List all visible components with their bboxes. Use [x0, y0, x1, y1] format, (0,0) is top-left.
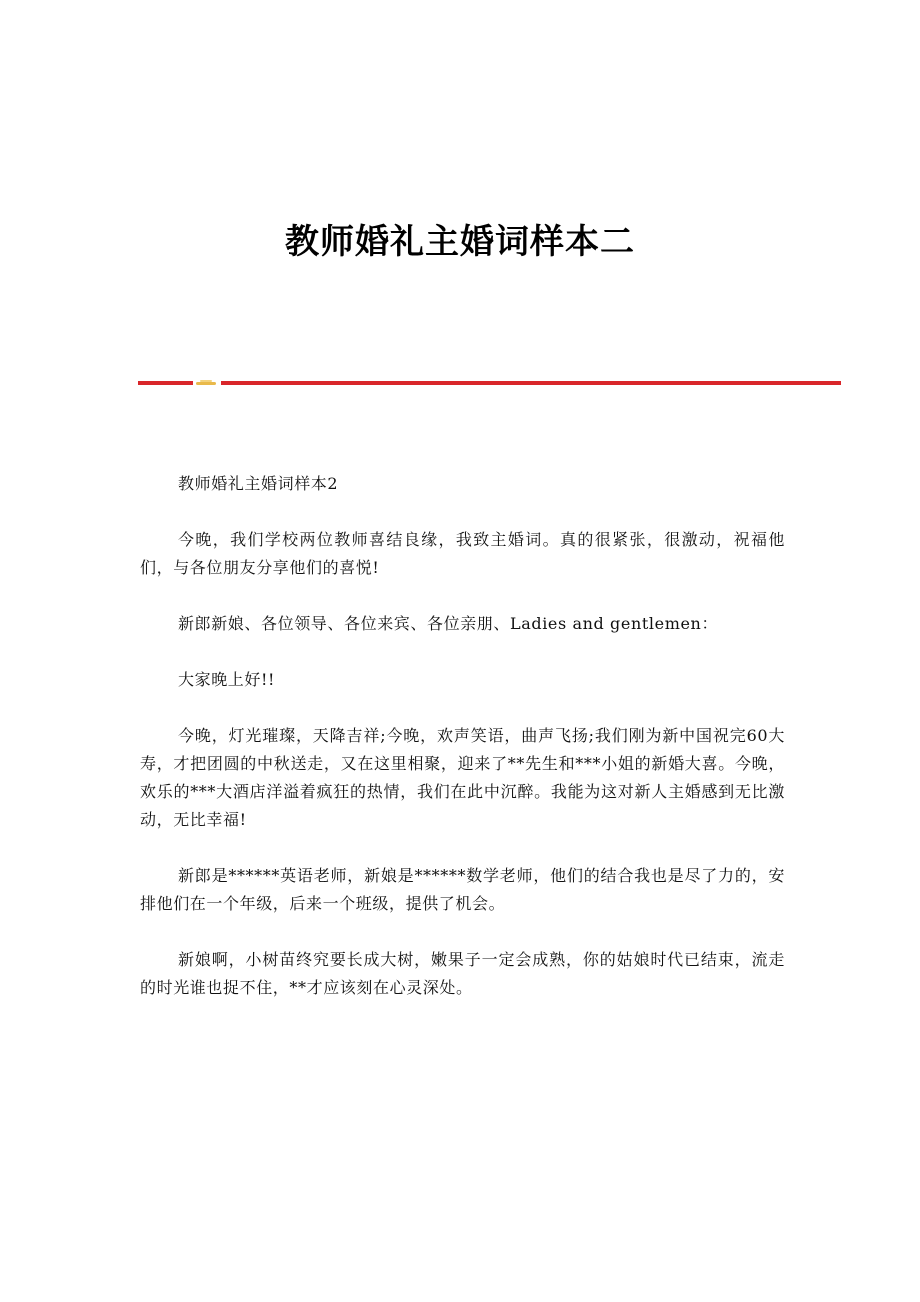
page-title: 教师婚礼主婚词样本二	[285, 222, 635, 262]
divider-left-segment	[138, 381, 193, 385]
pencil-ornament-icon	[196, 380, 216, 386]
document-body	[140, 470, 785, 1030]
body-paragraph: 大家晚上好!!	[178, 670, 276, 689]
body-paragraph: 新娘啊，小树苗终究要长成大树，嫩果子一定会成熟，你的姑娘时代已结束，流走的时光谁也捉不住，**才应该刻在心灵深处。	[140, 950, 785, 997]
body-paragraph: 新郎新娘、各位领导、各位来宾、各位亲朋、Ladies and gentlemen：	[178, 614, 719, 633]
body-paragraph: 新郎是******英语老师，新娘是******数学老师，他们的结合我也是尽了力的，安排他们在一个年级，后来一个班级，提供了机会。	[140, 866, 785, 913]
subtitle-paragraph: 教师婚礼主婚词样本2	[178, 474, 339, 493]
divider-right-segment	[221, 381, 841, 385]
body-paragraph: 今晚，灯光璀璨，天降吉祥;今晚，欢声笑语，曲声飞扬;我们刚为新中国祝完60大寿，才把团圆的中秋送走，又在这里相聚，迎来了**先生和***小姐的新婚大喜。今晚，欢乐的***大酒店洋溢着疯狂的热情，我们在此中沉醉。我能为这对新人主婚感到无比激动，无比幸福!	[140, 726, 785, 829]
title-divider	[138, 380, 841, 386]
body-paragraph: 今晚，我们学校两位教师喜结良缘，我致主婚词。真的很紧张，很激动，祝福他们，与各位朋友分享他们的喜悦!	[140, 530, 785, 577]
